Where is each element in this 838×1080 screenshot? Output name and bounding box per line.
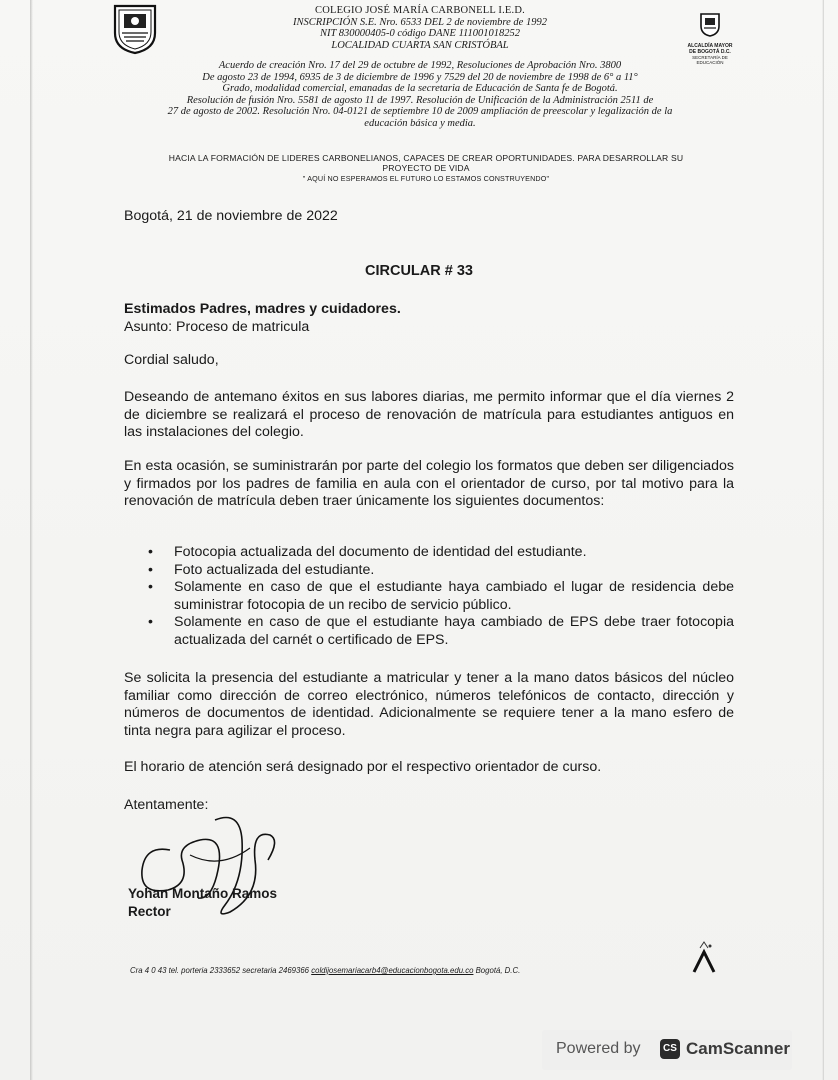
paragraph-documents: En esta ocasión, se suministrarán por parte del colegio los formatos que deben ser diligenciados y firmados por los padres de familia en aula con el orientador de curso, por tal motivo para la renovación de matrícula deben traer únicamente los siguientes documentos: [124, 458, 734, 509]
bullet-icon: • [148, 544, 153, 560]
bullet-icon: • [148, 614, 153, 630]
signer-name: Yohan Montaño Ramos [128, 886, 278, 901]
subject-line: Asunto: Proceso de matricula [124, 318, 310, 335]
paragraph-schedule: El horario de atención será designado por el respectivo orientador de curso. [124, 759, 602, 775]
list-item-text: Fotocopia actualizada del documento de identidad del estudiante. [174, 544, 587, 560]
inscription-line: INSCRIPCIÓN S.E. Nro. 6533 DEL 2 de noviembre de 1992 [293, 16, 547, 28]
tower-logo-icon [686, 938, 722, 974]
list-item [148, 544, 734, 562]
bogota-shield-icon [699, 12, 721, 38]
motto-quote: " AQUÍ NO ESPERAMOS EL FUTURO LO ESTAMOS CONSTRUYENDO" [302, 174, 550, 183]
paragraph-requirements: Se solicita la presencia del estudiante a matricular y tener a la mano datos básicos del núcleo familiar como dirección de correo electrónico, números telefónicos de contacto, dirección y números de documentos de identidad. Adicionalmente se requiere tener a la mano esfero de tinta negra para agilizar el proceso. [124, 670, 734, 739]
documents-list [148, 544, 734, 649]
circular-title: CIRCULAR # 33 [365, 263, 473, 279]
bogota-logo [684, 12, 736, 72]
footer-email: coldijosemariacarb4@educacionbogota.edu.co [311, 966, 474, 975]
salutation: Cordial saludo, [124, 352, 219, 368]
closing: Atentamente: [124, 797, 209, 813]
acuerdo-line: 27 de agosto de 2002. Resolución Nro. 04-0121 de septiembre 10 de 2009 ampliación de preescolar y legalización de la [167, 106, 673, 117]
list-item [148, 562, 734, 580]
camscanner-logo-icon: CS [660, 1039, 680, 1059]
bullet-icon: • [148, 561, 153, 578]
footer-city: Bogotá, D.C. [475, 966, 521, 975]
motto-line: HACIA LA FORMACIÓN DE LIDERES CARBONELIANOS, CAPACES DE CREAR OPORTUNIDADES. PARA DESARROLLAR SU [168, 153, 684, 163]
school-name: COLEGIO JOSÉ MARÍA CARBONELL I.E.D. [315, 5, 525, 16]
recipients-block [124, 301, 734, 336]
school-motto [126, 153, 726, 184]
footer-address: Cra 4 0 43 tel. porteria 2333652 secretaria 2469366 [130, 966, 310, 975]
signer-block [128, 885, 277, 921]
bullet-icon: • [148, 579, 153, 595]
acuerdo-line: educación básica y media. [364, 117, 476, 129]
bogota-logo-sublabel: SECRETARÍA DE EDUCACIÓN [692, 55, 728, 65]
signer-role: Rector [128, 904, 171, 919]
recipients: Estimados Padres, madres y cuidadores. [124, 301, 401, 317]
list-item [148, 579, 734, 614]
list-item-text: Foto actualizada del estudiante. [174, 561, 375, 578]
page-edge-right [822, 0, 824, 1080]
locality-line: LOCALIDAD CUARTA SAN CRISTÓBAL [331, 39, 509, 51]
powered-by-label: Powered by [556, 1040, 641, 1057]
nit-line: NIT 830000405-0 código DANE 111001018252 [319, 28, 521, 39]
list-item-text: Solamente en caso de que el estudiante haya cambiado de EPS debe traer fotocopia actualizada del carnét o certificado de EPS. [174, 614, 734, 648]
paragraph-intro: Deseando de antemano éxitos en sus labores diarias, me permito informar que el día viernes 2 de diciembre se realizará el proceso de renovación de matrícula para estudiantes antiguos en las instalaciones del colegio. [124, 389, 734, 440]
acuerdo-line: Acuerdo de creación Nro. 17 del 29 de octubre de 1992, Resoluciones de Aprobación Nro. 3800 [218, 60, 622, 71]
camscanner-brand: CamScanner [686, 1039, 790, 1058]
letter-footer [130, 966, 690, 975]
camscanner-watermark [542, 1030, 792, 1070]
list-item-text: Solamente en caso de que el estudiante haya cambiado el lugar de residencia debe suministrar fotocopia de un recibo de servicio público. [174, 579, 734, 613]
list-item [148, 614, 734, 649]
page-edge-left [30, 0, 33, 1080]
acuerdo-line: De agosto 23 de 1994, 6935 de 3 de diciembre de 1996 y 7529 del 20 de noviembre de 1998 de 6° a 11° [202, 71, 638, 83]
motto-line: PROYECTO DE VIDA [382, 163, 470, 173]
bogota-logo-label: ALCALDÍA MAYOR DE BOGOTÁ D.C. [687, 43, 733, 55]
acuerdo-line: Grado, modalidad comercial, emanadas de la secretaria de Educación de Santa fe de Bogotá. [222, 83, 618, 94]
acuerdo-line: Resolución de fusión Nro. 5581 de agosto 11 de 1997. Resolución de Unificación de la Administración 2511 de [186, 94, 654, 106]
letter-date: Bogotá, 21 de noviembre de 2022 [124, 208, 338, 224]
